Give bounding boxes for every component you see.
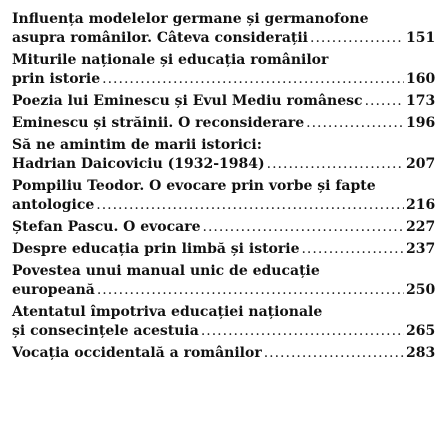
page-number: 151	[406, 30, 436, 46]
entry-last-line	[12, 29, 436, 48]
dot-leader	[301, 240, 404, 259]
entry-title-line: Despre educația prin limbă și istorie	[12, 241, 300, 257]
toc-entry	[12, 51, 436, 89]
entry-last-line	[12, 322, 436, 341]
entry-last-line	[12, 240, 436, 259]
page-number: 160	[406, 71, 436, 87]
entry-title-line: Hadrian Daicoviciu (1932-1984)	[12, 156, 265, 172]
entry-title-line: și consecințele acestuia	[12, 323, 199, 339]
dot-leader	[97, 281, 404, 300]
dot-leader	[96, 196, 404, 215]
entry-last-line	[12, 92, 436, 111]
entry-last-line	[12, 218, 436, 237]
toc-entry	[12, 240, 436, 259]
entry-last-line	[12, 196, 436, 215]
dot-leader	[201, 322, 404, 341]
entry-title-line: Ștefan Pascu. O evocare	[12, 219, 201, 235]
entry-title-line: Pompiliu Teodor. O evocare prin vorbe și fapte	[12, 178, 376, 194]
entry-title-line: asupra românilor. Câteva considerații	[12, 30, 308, 46]
entry-last-line	[12, 344, 436, 363]
toc-entry	[12, 218, 436, 237]
dot-leader	[264, 344, 404, 363]
page-number: 237	[406, 241, 436, 257]
page-number: 216	[406, 197, 436, 213]
toc-entry	[12, 262, 436, 300]
page-number: 265	[406, 323, 436, 339]
dot-leader	[267, 155, 404, 174]
entry-title-line: Miturile naționale și educația românilor	[12, 52, 329, 68]
toc-entry	[12, 92, 436, 111]
dot-leader	[306, 114, 404, 133]
toc-entry	[12, 114, 436, 133]
dot-leader	[365, 92, 404, 111]
page-number: 196	[406, 115, 436, 131]
entry-title-line: Influența modelelor germane și germanofone	[12, 11, 369, 27]
entry-last-line	[12, 114, 436, 133]
toc-entry	[12, 344, 436, 363]
entry-title-line: Atentatul împotriva educației naționale	[12, 304, 323, 320]
dot-leader	[102, 70, 404, 89]
entry-title-line: europeană	[12, 282, 95, 298]
table-of-contents	[12, 10, 436, 366]
toc-entry	[12, 136, 436, 174]
toc-entry	[12, 303, 436, 341]
entry-title-line: prin istorie	[12, 71, 101, 87]
toc-entry	[12, 10, 436, 48]
page-number: 283	[406, 345, 436, 361]
entry-title-line: Eminescu și străinii. O reconsiderare	[12, 115, 305, 131]
entry-last-line	[12, 155, 436, 174]
page-number: 227	[406, 219, 436, 235]
dot-leader	[203, 218, 404, 237]
toc-entry	[12, 177, 436, 215]
page-number: 207	[406, 156, 436, 172]
entry-title-line: Să ne amintim de marii istorici:	[12, 137, 262, 153]
page-number: 250	[406, 282, 436, 298]
page-number: 173	[406, 93, 436, 109]
entry-last-line	[12, 70, 436, 89]
entry-title-line: Vocația occidentală a românilor	[12, 345, 262, 361]
entry-title-line: Povestea unui manual unic de educație	[12, 263, 320, 279]
entry-title-line: Poezia lui Eminescu și Evul Mediu românesc	[12, 93, 363, 109]
entry-title-line: antologice	[12, 197, 95, 213]
entry-last-line	[12, 281, 436, 300]
dot-leader	[310, 29, 404, 48]
